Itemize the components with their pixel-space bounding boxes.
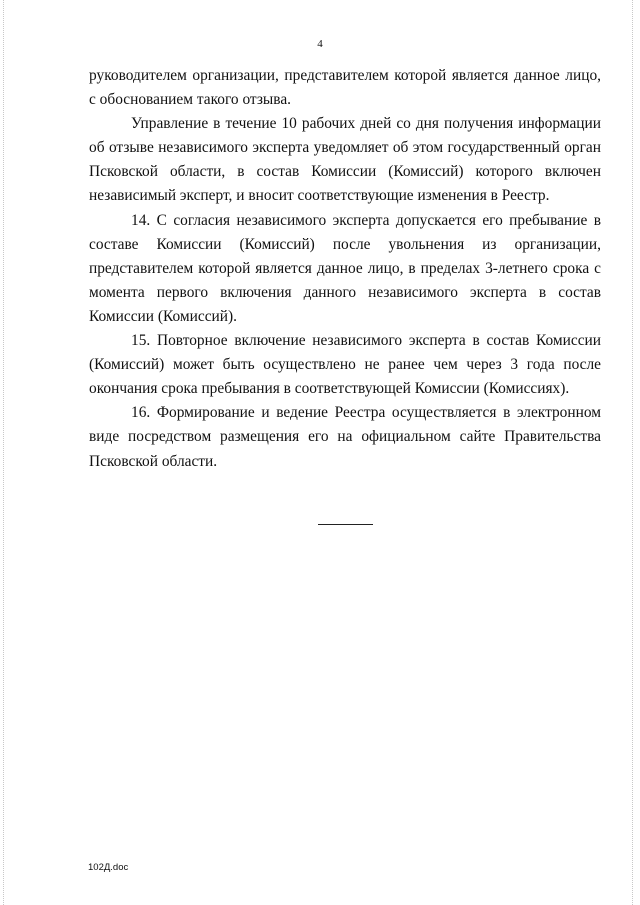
footer-filename: 102Д.doc <box>88 862 129 873</box>
page-number: 4 <box>317 38 323 50</box>
paragraph-notification: Управление в течение 10 рабочих дней со дня получения информации об отзыве независимого эксперта уведомляет об этом государственный орган Псковской области, в состав Комиссии (Комиссий) которого включен независимый эксперт, и вносит соответствующие изменения в Реестр. <box>89 115 601 205</box>
scan-edge-left <box>3 0 4 905</box>
scan-edge-right <box>632 0 633 905</box>
end-of-document-rule <box>318 524 373 525</box>
paragraph-continuation: руководителем организации, представителем которой является данное лицо, с обоснованием такого отзыва. <box>89 67 601 109</box>
paragraph-15: 15. Повторное включение независимого эксперта в состав Комиссии (Комиссий) может быть осуществлено не ранее чем через 3 года после окончания срока пребывания в соответствующей Комиссии (Комиссиях). <box>89 332 601 398</box>
document-body <box>89 64 601 474</box>
paragraph-16: 16. Формирование и ведение Реестра осуществляется в электронном виде посредством размещения его на официальном сайте Правительства Псковской области. <box>89 404 601 470</box>
paragraph-14: 14. С согласия независимого эксперта допускается его пребывание в составе Комиссии (Комиссий) после увольнения из организации, представителем которой является данное лицо, в пределах 3-летнего срока с момента первого включения данного независимого эксперта в состав Комиссии (Комиссий). <box>89 211 601 325</box>
